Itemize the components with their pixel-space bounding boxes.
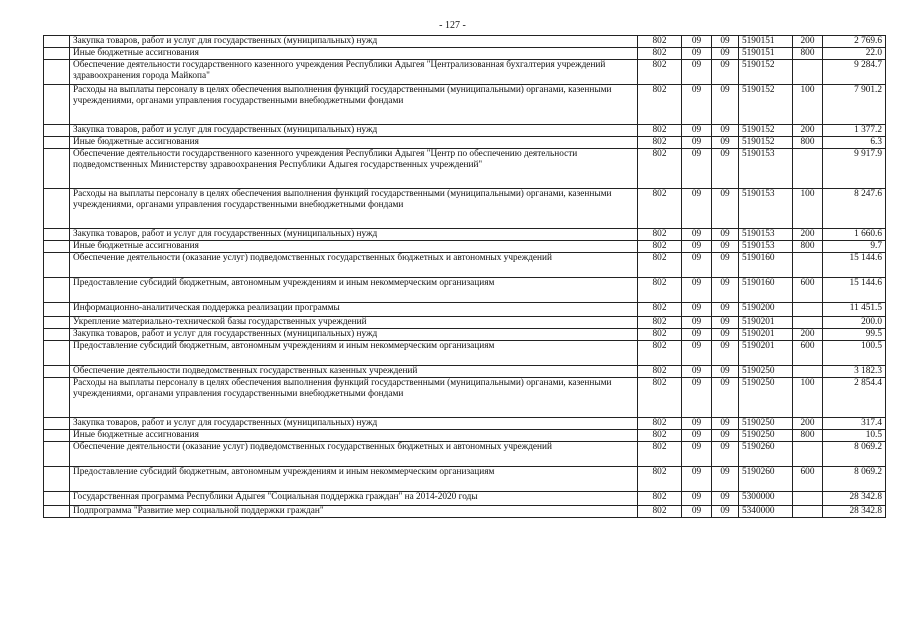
section-code-cell: 09 xyxy=(682,278,712,303)
row-marker-cell xyxy=(44,278,70,303)
expense-type-cell xyxy=(793,253,823,278)
item-name-cell: Расходы на выплаты персоналу в целях обеспечения выполнения функций государственными (муниципальными) органами, казенными учреждениями, органами управления государственными внебюджетными фондами xyxy=(70,85,638,125)
target-article-cell: 5190250 xyxy=(739,366,793,378)
section-code-cell: 09 xyxy=(682,341,712,366)
grbs-code-cell: 802 xyxy=(638,467,682,492)
grbs-code-cell: 802 xyxy=(638,492,682,506)
section-code-cell: 09 xyxy=(682,36,712,48)
subsection-code-cell: 09 xyxy=(712,48,739,60)
target-article-cell: 5190153 xyxy=(739,189,793,229)
item-name-cell: Расходы на выплаты персоналу в целях обеспечения выполнения функций государственными (муниципальными) органами, казенными учреждениями, органами управления государственными внебюджетными фондами xyxy=(70,189,638,229)
subsection-code-cell: 09 xyxy=(712,378,739,418)
subsection-code-cell: 09 xyxy=(712,317,739,329)
section-code-cell: 09 xyxy=(682,189,712,229)
table-row xyxy=(44,253,886,278)
table-row xyxy=(44,229,886,241)
expense-type-cell: 200 xyxy=(793,125,823,137)
row-marker-cell xyxy=(44,48,70,60)
grbs-code-cell: 802 xyxy=(638,189,682,229)
target-article-cell: 5190160 xyxy=(739,278,793,303)
item-name-cell: Обеспечение деятельности государственного казенного учреждения Республики Адыгея "Центр по обеспечению деятельности подведомственных Министерству здравоохранения Республики Адыгея государственных учреждений" xyxy=(70,149,638,189)
grbs-code-cell: 802 xyxy=(638,329,682,341)
section-code-cell: 09 xyxy=(682,85,712,125)
target-article-cell: 5190151 xyxy=(739,48,793,60)
expense-type-cell: 200 xyxy=(793,36,823,48)
item-name-cell: Информационно-аналитическая поддержка реализации программы xyxy=(70,303,638,317)
section-code-cell: 09 xyxy=(682,241,712,253)
amount-cell: 8 069.2 xyxy=(823,442,886,467)
table-row xyxy=(44,149,886,189)
table-row xyxy=(44,366,886,378)
section-code-cell: 09 xyxy=(682,506,712,518)
expense-type-cell: 800 xyxy=(793,48,823,60)
row-marker-cell xyxy=(44,149,70,189)
item-name-cell: Обеспечение деятельности (оказание услуг) подведомственных государственных бюджетных и автономных учреждений xyxy=(70,253,638,278)
table-row xyxy=(44,48,886,60)
table-row xyxy=(44,278,886,303)
expense-type-cell xyxy=(793,60,823,85)
expense-type-cell xyxy=(793,303,823,317)
item-name-cell: Иные бюджетные ассигнования xyxy=(70,241,638,253)
table-row xyxy=(44,442,886,467)
target-article-cell: 5190153 xyxy=(739,241,793,253)
row-marker-cell xyxy=(44,467,70,492)
grbs-code-cell: 802 xyxy=(638,137,682,149)
subsection-code-cell: 09 xyxy=(712,442,739,467)
budget-table-body xyxy=(44,36,886,518)
table-row xyxy=(44,125,886,137)
grbs-code-cell: 802 xyxy=(638,229,682,241)
target-article-cell: 5190153 xyxy=(739,149,793,189)
item-name-cell: Предоставление субсидий бюджетным, автономным учреждениям и иным некоммерческим организациям xyxy=(70,467,638,492)
row-marker-cell xyxy=(44,303,70,317)
grbs-code-cell: 802 xyxy=(638,125,682,137)
section-code-cell: 09 xyxy=(682,149,712,189)
expense-type-cell xyxy=(793,442,823,467)
grbs-code-cell: 802 xyxy=(638,85,682,125)
expense-type-cell: 100 xyxy=(793,85,823,125)
expense-type-cell: 100 xyxy=(793,189,823,229)
section-code-cell: 09 xyxy=(682,125,712,137)
item-name-cell: Обеспечение деятельности (оказание услуг) подведомственных государственных бюджетных и автономных учреждений xyxy=(70,442,638,467)
section-code-cell: 09 xyxy=(682,442,712,467)
subsection-code-cell: 09 xyxy=(712,341,739,366)
item-name-cell: Закупка товаров, работ и услуг для государственных (муниципальных) нужд xyxy=(70,125,638,137)
amount-cell: 9 284.7 xyxy=(823,60,886,85)
target-article-cell: 5300000 xyxy=(739,492,793,506)
grbs-code-cell: 802 xyxy=(638,303,682,317)
table-row xyxy=(44,241,886,253)
grbs-code-cell: 802 xyxy=(638,48,682,60)
row-marker-cell xyxy=(44,229,70,241)
expense-type-cell xyxy=(793,149,823,189)
row-marker-cell xyxy=(44,506,70,518)
section-code-cell: 09 xyxy=(682,137,712,149)
amount-cell: 1 377.2 xyxy=(823,125,886,137)
amount-cell: 100.5 xyxy=(823,341,886,366)
amount-cell: 10.5 xyxy=(823,430,886,442)
subsection-code-cell: 09 xyxy=(712,253,739,278)
target-article-cell: 5190160 xyxy=(739,253,793,278)
grbs-code-cell: 802 xyxy=(638,253,682,278)
subsection-code-cell: 09 xyxy=(712,329,739,341)
grbs-code-cell: 802 xyxy=(638,36,682,48)
expense-type-cell: 800 xyxy=(793,430,823,442)
grbs-code-cell: 802 xyxy=(638,442,682,467)
amount-cell: 3 182.3 xyxy=(823,366,886,378)
amount-cell: 15 144.6 xyxy=(823,278,886,303)
row-marker-cell xyxy=(44,241,70,253)
table-row xyxy=(44,492,886,506)
table-row xyxy=(44,303,886,317)
subsection-code-cell: 09 xyxy=(712,366,739,378)
target-article-cell: 5190152 xyxy=(739,60,793,85)
subsection-code-cell: 09 xyxy=(712,137,739,149)
table-row xyxy=(44,137,886,149)
subsection-code-cell: 09 xyxy=(712,241,739,253)
grbs-code-cell: 802 xyxy=(638,278,682,303)
row-marker-cell xyxy=(44,85,70,125)
amount-cell: 28 342.8 xyxy=(823,506,886,518)
target-article-cell: 5190152 xyxy=(739,137,793,149)
expense-type-cell: 600 xyxy=(793,341,823,366)
subsection-code-cell: 09 xyxy=(712,467,739,492)
amount-cell: 15 144.6 xyxy=(823,253,886,278)
table-row xyxy=(44,418,886,430)
expense-type-cell: 200 xyxy=(793,329,823,341)
item-name-cell: Предоставление субсидий бюджетным, автономным учреждениям и иным некоммерческим организациям xyxy=(70,341,638,366)
table-row xyxy=(44,467,886,492)
target-article-cell: 5190200 xyxy=(739,303,793,317)
grbs-code-cell: 802 xyxy=(638,241,682,253)
amount-cell: 2 854.4 xyxy=(823,378,886,418)
grbs-code-cell: 802 xyxy=(638,418,682,430)
expense-type-cell: 800 xyxy=(793,241,823,253)
table-row xyxy=(44,189,886,229)
section-code-cell: 09 xyxy=(682,229,712,241)
expense-type-cell xyxy=(793,506,823,518)
row-marker-cell xyxy=(44,329,70,341)
item-name-cell: Закупка товаров, работ и услуг для государственных (муниципальных) нужд xyxy=(70,329,638,341)
item-name-cell: Иные бюджетные ассигнования xyxy=(70,430,638,442)
expense-type-cell: 200 xyxy=(793,229,823,241)
amount-cell: 22.0 xyxy=(823,48,886,60)
target-article-cell: 5190201 xyxy=(739,341,793,366)
amount-cell: 8 069.2 xyxy=(823,467,886,492)
row-marker-cell xyxy=(44,378,70,418)
section-code-cell: 09 xyxy=(682,48,712,60)
target-article-cell: 5190151 xyxy=(739,36,793,48)
section-code-cell: 09 xyxy=(682,430,712,442)
section-code-cell: 09 xyxy=(682,366,712,378)
target-article-cell: 5190152 xyxy=(739,125,793,137)
target-article-cell: 5190153 xyxy=(739,229,793,241)
expense-type-cell: 800 xyxy=(793,137,823,149)
section-code-cell: 09 xyxy=(682,329,712,341)
item-name-cell: Иные бюджетные ассигнования xyxy=(70,137,638,149)
subsection-code-cell: 09 xyxy=(712,60,739,85)
subsection-code-cell: 09 xyxy=(712,125,739,137)
table-row xyxy=(44,378,886,418)
row-marker-cell xyxy=(44,137,70,149)
amount-cell: 6.3 xyxy=(823,137,886,149)
grbs-code-cell: 802 xyxy=(638,149,682,189)
target-article-cell: 5190260 xyxy=(739,467,793,492)
subsection-code-cell: 09 xyxy=(712,85,739,125)
grbs-code-cell: 802 xyxy=(638,506,682,518)
expense-type-cell xyxy=(793,366,823,378)
item-name-cell: Закупка товаров, работ и услуг для государственных (муниципальных) нужд xyxy=(70,229,638,241)
item-name-cell: Закупка товаров, работ и услуг для государственных (муниципальных) нужд xyxy=(70,36,638,48)
subsection-code-cell: 09 xyxy=(712,506,739,518)
target-article-cell: 5190152 xyxy=(739,85,793,125)
row-marker-cell xyxy=(44,366,70,378)
table-row xyxy=(44,430,886,442)
subsection-code-cell: 09 xyxy=(712,430,739,442)
table-row xyxy=(44,60,886,85)
amount-cell: 28 342.8 xyxy=(823,492,886,506)
target-article-cell: 5190250 xyxy=(739,418,793,430)
amount-cell: 2 769.6 xyxy=(823,36,886,48)
item-name-cell: Подпрограмма "Развитие мер социальной поддержки граждан" xyxy=(70,506,638,518)
amount-cell: 7 901.2 xyxy=(823,85,886,125)
row-marker-cell xyxy=(44,317,70,329)
item-name-cell: Укрепление материально-технической базы государственных учреждений xyxy=(70,317,638,329)
subsection-code-cell: 09 xyxy=(712,278,739,303)
row-marker-cell xyxy=(44,341,70,366)
row-marker-cell xyxy=(44,253,70,278)
row-marker-cell xyxy=(44,430,70,442)
row-marker-cell xyxy=(44,36,70,48)
grbs-code-cell: 802 xyxy=(638,378,682,418)
table-row xyxy=(44,317,886,329)
row-marker-cell xyxy=(44,189,70,229)
table-row xyxy=(44,506,886,518)
item-name-cell: Государственная программа Республики Адыгея "Социальная поддержка граждан" на 2014-2020 годы xyxy=(70,492,638,506)
item-name-cell: Иные бюджетные ассигнования xyxy=(70,48,638,60)
expense-type-cell xyxy=(793,317,823,329)
section-code-cell: 09 xyxy=(682,418,712,430)
grbs-code-cell: 802 xyxy=(638,430,682,442)
item-name-cell: Обеспечение деятельности государственного казенного учреждения Республики Адыгея "Централизованная бухгалтерия учреждений здравоохранения города Майкопа" xyxy=(70,60,638,85)
section-code-cell: 09 xyxy=(682,303,712,317)
row-marker-cell xyxy=(44,60,70,85)
amount-cell: 99.5 xyxy=(823,329,886,341)
grbs-code-cell: 802 xyxy=(638,366,682,378)
target-article-cell: 5340000 xyxy=(739,506,793,518)
page-number: - 127 - xyxy=(439,20,466,31)
section-code-cell: 09 xyxy=(682,492,712,506)
amount-cell: 1 660.6 xyxy=(823,229,886,241)
subsection-code-cell: 09 xyxy=(712,492,739,506)
row-marker-cell xyxy=(44,492,70,506)
item-name-cell: Расходы на выплаты персоналу в целях обеспечения выполнения функций государственными (муниципальными) органами, казенными учреждениями, органами управления государственными внебюджетными фондами xyxy=(70,378,638,418)
item-name-cell: Обеспечение деятельности подведомственных государственных казенных учреждений xyxy=(70,366,638,378)
subsection-code-cell: 09 xyxy=(712,303,739,317)
target-article-cell: 5190260 xyxy=(739,442,793,467)
table-row xyxy=(44,36,886,48)
target-article-cell: 5190201 xyxy=(739,317,793,329)
amount-cell: 200.0 xyxy=(823,317,886,329)
table-row xyxy=(44,329,886,341)
section-code-cell: 09 xyxy=(682,253,712,278)
section-code-cell: 09 xyxy=(682,60,712,85)
subsection-code-cell: 09 xyxy=(712,418,739,430)
expense-type-cell: 600 xyxy=(793,278,823,303)
amount-cell: 9 917.9 xyxy=(823,149,886,189)
budget-table xyxy=(43,35,886,518)
item-name-cell: Закупка товаров, работ и услуг для государственных (муниципальных) нужд xyxy=(70,418,638,430)
section-code-cell: 09 xyxy=(682,317,712,329)
table-row xyxy=(44,85,886,125)
target-article-cell: 5190201 xyxy=(739,329,793,341)
amount-cell: 317.4 xyxy=(823,418,886,430)
expense-type-cell xyxy=(793,492,823,506)
grbs-code-cell: 802 xyxy=(638,60,682,85)
amount-cell: 11 451.5 xyxy=(823,303,886,317)
grbs-code-cell: 802 xyxy=(638,341,682,366)
expense-type-cell: 100 xyxy=(793,378,823,418)
subsection-code-cell: 09 xyxy=(712,149,739,189)
table-row xyxy=(44,341,886,366)
subsection-code-cell: 09 xyxy=(712,36,739,48)
section-code-cell: 09 xyxy=(682,467,712,492)
expense-type-cell: 600 xyxy=(793,467,823,492)
subsection-code-cell: 09 xyxy=(712,229,739,241)
target-article-cell: 5190250 xyxy=(739,378,793,418)
expense-type-cell: 200 xyxy=(793,418,823,430)
subsection-code-cell: 09 xyxy=(712,189,739,229)
grbs-code-cell: 802 xyxy=(638,317,682,329)
row-marker-cell xyxy=(44,442,70,467)
target-article-cell: 5190250 xyxy=(739,430,793,442)
amount-cell: 8 247.6 xyxy=(823,189,886,229)
row-marker-cell xyxy=(44,125,70,137)
item-name-cell: Предоставление субсидий бюджетным, автономным учреждениям и иным некоммерческим организациям xyxy=(70,278,638,303)
amount-cell: 9.7 xyxy=(823,241,886,253)
row-marker-cell xyxy=(44,418,70,430)
section-code-cell: 09 xyxy=(682,378,712,418)
